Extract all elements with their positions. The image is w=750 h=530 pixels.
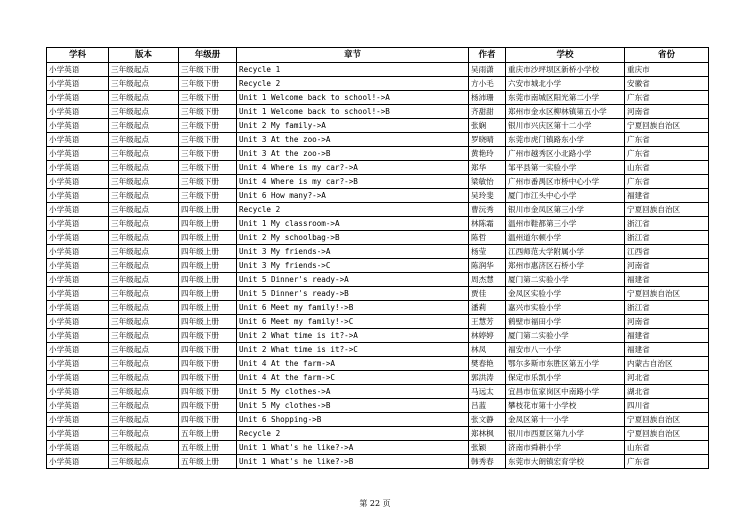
cell-subject: 小学英语 <box>47 273 109 287</box>
cell-grade: 四年级下册 <box>179 357 237 371</box>
cell-grade: 四年级上册 <box>179 203 237 217</box>
cell-author: 郭洪涛 <box>469 371 506 385</box>
cell-subject: 小学英语 <box>47 63 109 77</box>
cell-chapter: Unit 1 Welcome back to school!->A <box>237 91 469 105</box>
cell-edition: 三年级起点 <box>109 385 179 399</box>
cell-edition: 三年级起点 <box>109 77 179 91</box>
cell-province: 浙江省 <box>625 301 709 315</box>
cell-author: 齐甜甜 <box>469 105 506 119</box>
cell-province: 广东省 <box>625 175 709 189</box>
cell-province: 广东省 <box>625 455 709 469</box>
cell-grade: 四年级下册 <box>179 371 237 385</box>
cell-school: 鹤壁市福田小学 <box>506 315 625 329</box>
cell-chapter: Recycle 2 <box>237 427 469 441</box>
cell-subject: 小学英语 <box>47 189 109 203</box>
cell-school: 宜昌市伍家岗区中南路小学 <box>506 385 625 399</box>
cell-author: 吴玲斐 <box>469 189 506 203</box>
cell-subject: 小学英语 <box>47 175 109 189</box>
cell-chapter: Recycle 2 <box>237 203 469 217</box>
cell-author: 周杰慧 <box>469 273 506 287</box>
cell-chapter: Unit 2 What time is it?->C <box>237 343 469 357</box>
cell-author: 罗晓晴 <box>469 133 506 147</box>
cell-chapter: Unit 4 At the farm->C <box>237 371 469 385</box>
col-header-grade: 年级册 <box>179 48 237 63</box>
table-row <box>47 203 709 217</box>
cell-author: 陈哲 <box>469 231 506 245</box>
cell-chapter: Unit 1 My classroom->A <box>237 217 469 231</box>
cell-school: 银川市兴庆区第十二小学 <box>506 119 625 133</box>
table-row <box>47 413 709 427</box>
cell-school: 保定市乐凯小学 <box>506 371 625 385</box>
cell-school: 攀枝花市第十小学校 <box>506 399 625 413</box>
cell-school: 福安市八一小学 <box>506 343 625 357</box>
cell-grade: 四年级上册 <box>179 245 237 259</box>
cell-edition: 三年级起点 <box>109 455 179 469</box>
cell-edition: 三年级起点 <box>109 133 179 147</box>
cell-subject: 小学英语 <box>47 399 109 413</box>
cell-school: 温州市鞋都第三小学 <box>506 217 625 231</box>
cell-school: 东莞市大朗镇宏育学校 <box>506 455 625 469</box>
cell-school: 厦门第二实验小学 <box>506 273 625 287</box>
cell-grade: 三年级下册 <box>179 77 237 91</box>
cell-subject: 小学英语 <box>47 161 109 175</box>
cell-edition: 三年级起点 <box>109 371 179 385</box>
cell-edition: 三年级起点 <box>109 189 179 203</box>
cell-school: 银川市西夏区第九小学 <box>506 427 625 441</box>
cell-grade: 五年级上册 <box>179 427 237 441</box>
cell-grade: 四年级下册 <box>179 413 237 427</box>
cell-chapter: Unit 6 Meet my family!->C <box>237 315 469 329</box>
cell-author: 林婷婷 <box>469 329 506 343</box>
cell-chapter: Unit 6 Shopping->B <box>237 413 469 427</box>
table-header-row <box>47 48 709 63</box>
cell-province: 河南省 <box>625 259 709 273</box>
cell-province: 河南省 <box>625 105 709 119</box>
cell-grade: 四年级下册 <box>179 385 237 399</box>
table-row <box>47 91 709 105</box>
cell-author: 潘莉 <box>469 301 506 315</box>
table-row <box>47 301 709 315</box>
cell-subject: 小学英语 <box>47 77 109 91</box>
cell-chapter: Unit 5 Dinner's ready->A <box>237 273 469 287</box>
cell-subject: 小学英语 <box>47 105 109 119</box>
cell-edition: 三年级起点 <box>109 343 179 357</box>
cell-school: 厦门第二实验小学 <box>506 329 625 343</box>
cell-subject: 小学英语 <box>47 259 109 273</box>
table-row <box>47 133 709 147</box>
cell-author: 曹沅秀 <box>469 203 506 217</box>
table-row <box>47 119 709 133</box>
cell-school: 金凤区第十一小学 <box>506 413 625 427</box>
cell-grade: 四年级上册 <box>179 301 237 315</box>
cell-edition: 三年级起点 <box>109 245 179 259</box>
table-row <box>47 273 709 287</box>
cell-chapter: Unit 5 My clothes->A <box>237 385 469 399</box>
cell-subject: 小学英语 <box>47 301 109 315</box>
cell-chapter: Unit 2 My family->A <box>237 119 469 133</box>
cell-school: 厦门市江头中心小学 <box>506 189 625 203</box>
cell-edition: 三年级起点 <box>109 329 179 343</box>
cell-province: 重庆市 <box>625 63 709 77</box>
cell-author: 韩秀春 <box>469 455 506 469</box>
cell-chapter: Unit 4 Where is my car?->B <box>237 175 469 189</box>
cell-grade: 三年级下册 <box>179 133 237 147</box>
cell-province: 福建省 <box>625 189 709 203</box>
records-table <box>46 47 709 469</box>
cell-chapter: Unit 1 What's he like?->A <box>237 441 469 455</box>
cell-province: 福建省 <box>625 273 709 287</box>
cell-province: 河南省 <box>625 315 709 329</box>
table-row <box>47 231 709 245</box>
table-row <box>47 161 709 175</box>
cell-grade: 三年级下册 <box>179 91 237 105</box>
cell-province: 河北省 <box>625 371 709 385</box>
cell-province: 四川省 <box>625 399 709 413</box>
table-body <box>47 63 709 469</box>
cell-grade: 三年级下册 <box>179 63 237 77</box>
cell-province: 宁夏回族自治区 <box>625 203 709 217</box>
cell-author: 张娴 <box>469 119 506 133</box>
cell-grade: 五年级上册 <box>179 441 237 455</box>
cell-province: 山东省 <box>625 441 709 455</box>
cell-province: 安徽省 <box>625 77 709 91</box>
table-row <box>47 385 709 399</box>
cell-province: 宁夏回族自治区 <box>625 287 709 301</box>
cell-chapter: Unit 6 Meet my family!->B <box>237 301 469 315</box>
cell-edition: 三年级起点 <box>109 217 179 231</box>
cell-author: 郑林枫 <box>469 427 506 441</box>
cell-grade: 三年级下册 <box>179 119 237 133</box>
table-row <box>47 371 709 385</box>
cell-author: 贾佳 <box>469 287 506 301</box>
cell-chapter: Unit 3 My friends->C <box>237 259 469 273</box>
cell-edition: 三年级起点 <box>109 161 179 175</box>
cell-edition: 三年级起点 <box>109 441 179 455</box>
cell-edition: 三年级起点 <box>109 427 179 441</box>
cell-province: 浙江省 <box>625 231 709 245</box>
cell-edition: 三年级起点 <box>109 413 179 427</box>
cell-province: 山东省 <box>625 161 709 175</box>
cell-school: 邹平县第一实验小学 <box>506 161 625 175</box>
cell-edition: 三年级起点 <box>109 273 179 287</box>
cell-chapter: Unit 3 At the zoo->B <box>237 147 469 161</box>
cell-grade: 四年级上册 <box>179 217 237 231</box>
cell-school: 东莞市虎门镇路东小学 <box>506 133 625 147</box>
cell-subject: 小学英语 <box>47 315 109 329</box>
cell-author: 王慧芳 <box>469 315 506 329</box>
cell-edition: 三年级起点 <box>109 105 179 119</box>
cell-edition: 三年级起点 <box>109 287 179 301</box>
cell-author: 杨沛珊 <box>469 91 506 105</box>
cell-author: 杨莹 <box>469 245 506 259</box>
cell-grade: 四年级下册 <box>179 343 237 357</box>
cell-grade: 四年级上册 <box>179 287 237 301</box>
cell-grade: 四年级上册 <box>179 259 237 273</box>
cell-school: 郑州市金水区柳林镇第五小学 <box>506 105 625 119</box>
cell-grade: 三年级下册 <box>179 175 237 189</box>
cell-school: 广州市越秀区小北路小学 <box>506 147 625 161</box>
cell-province: 广东省 <box>625 147 709 161</box>
cell-province: 福建省 <box>625 343 709 357</box>
cell-province: 湖北省 <box>625 385 709 399</box>
cell-grade: 四年级上册 <box>179 273 237 287</box>
table-row <box>47 189 709 203</box>
col-header-chapter: 章节 <box>237 48 469 63</box>
cell-province: 江西省 <box>625 245 709 259</box>
cell-grade: 三年级下册 <box>179 105 237 119</box>
cell-school: 鄂尔多斯市东胜区第五小学 <box>506 357 625 371</box>
cell-school: 重庆市沙坪坝区新桥小学校 <box>506 63 625 77</box>
cell-author: 吴雨潇 <box>469 63 506 77</box>
table-row <box>47 441 709 455</box>
cell-grade: 三年级下册 <box>179 147 237 161</box>
cell-edition: 三年级起点 <box>109 175 179 189</box>
cell-edition: 三年级起点 <box>109 231 179 245</box>
page-number: 第 22 页 <box>359 499 391 508</box>
cell-subject: 小学英语 <box>47 245 109 259</box>
cell-grade: 五年级上册 <box>179 455 237 469</box>
table-row <box>47 427 709 441</box>
cell-grade: 四年级上册 <box>179 231 237 245</box>
cell-author: 陈润华 <box>469 259 506 273</box>
table-row <box>47 315 709 329</box>
cell-edition: 三年级起点 <box>109 63 179 77</box>
cell-subject: 小学英语 <box>47 455 109 469</box>
cell-subject: 小学英语 <box>47 413 109 427</box>
cell-subject: 小学英语 <box>47 427 109 441</box>
cell-subject: 小学英语 <box>47 147 109 161</box>
cell-subject: 小学英语 <box>47 441 109 455</box>
cell-school: 六安市城北小学 <box>506 77 625 91</box>
cell-grade: 四年级上册 <box>179 315 237 329</box>
cell-province: 宁夏回族自治区 <box>625 413 709 427</box>
col-header-author: 作者 <box>469 48 506 63</box>
table-row <box>47 259 709 273</box>
cell-subject: 小学英语 <box>47 217 109 231</box>
cell-edition: 三年级起点 <box>109 315 179 329</box>
col-header-school: 学校 <box>506 48 625 63</box>
cell-author: 黄艳玲 <box>469 147 506 161</box>
col-header-subject: 学科 <box>47 48 109 63</box>
cell-chapter: Unit 1 What's he like?->B <box>237 455 469 469</box>
cell-chapter: Unit 4 Where is my car?->A <box>237 161 469 175</box>
col-header-province: 省份 <box>625 48 709 63</box>
cell-author: 张颖 <box>469 441 506 455</box>
cell-author: 郑华 <box>469 161 506 175</box>
cell-edition: 三年级起点 <box>109 259 179 273</box>
cell-province: 浙江省 <box>625 217 709 231</box>
table-row <box>47 343 709 357</box>
cell-subject: 小学英语 <box>47 133 109 147</box>
cell-school: 银川市金凤区第三小学 <box>506 203 625 217</box>
cell-school: 济南市舜耕小学 <box>506 441 625 455</box>
cell-subject: 小学英语 <box>47 357 109 371</box>
cell-edition: 三年级起点 <box>109 301 179 315</box>
cell-subject: 小学英语 <box>47 329 109 343</box>
table-row <box>47 287 709 301</box>
cell-subject: 小学英语 <box>47 231 109 245</box>
cell-school: 嘉兴市实验小学 <box>506 301 625 315</box>
cell-edition: 三年级起点 <box>109 203 179 217</box>
cell-subject: 小学英语 <box>47 343 109 357</box>
cell-author: 方小毛 <box>469 77 506 91</box>
cell-chapter: Unit 2 What time is it?->A <box>237 329 469 343</box>
table-row <box>47 147 709 161</box>
cell-author: 樊春艳 <box>469 357 506 371</box>
cell-author: 马远太 <box>469 385 506 399</box>
cell-chapter: Unit 6 How many?->A <box>237 189 469 203</box>
cell-edition: 三年级起点 <box>109 147 179 161</box>
cell-subject: 小学英语 <box>47 119 109 133</box>
cell-school: 郑州市惠济区石桥小学 <box>506 259 625 273</box>
cell-grade: 三年级下册 <box>179 189 237 203</box>
table-row <box>47 399 709 413</box>
cell-school: 江西师范大学附属小学 <box>506 245 625 259</box>
cell-grade: 三年级下册 <box>179 161 237 175</box>
cell-subject: 小学英语 <box>47 385 109 399</box>
cell-province: 宁夏回族自治区 <box>625 119 709 133</box>
table-row <box>47 245 709 259</box>
cell-author: 吕蓝 <box>469 399 506 413</box>
cell-edition: 三年级起点 <box>109 91 179 105</box>
cell-author: 林凤 <box>469 343 506 357</box>
cell-chapter: Recycle 2 <box>237 77 469 91</box>
table-row <box>47 329 709 343</box>
cell-chapter: Unit 1 Welcome back to school!->B <box>237 105 469 119</box>
cell-province: 广东省 <box>625 91 709 105</box>
table-row <box>47 63 709 77</box>
cell-school: 广州市番禺区市桥中心小学 <box>506 175 625 189</box>
cell-author: 张文静 <box>469 413 506 427</box>
cell-province: 广东省 <box>625 133 709 147</box>
col-header-edition: 版本 <box>109 48 179 63</box>
cell-edition: 三年级起点 <box>109 119 179 133</box>
cell-grade: 四年级下册 <box>179 399 237 413</box>
cell-subject: 小学英语 <box>47 371 109 385</box>
cell-author: 梁敏怡 <box>469 175 506 189</box>
table-row <box>47 77 709 91</box>
cell-province: 宁夏回族自治区 <box>625 427 709 441</box>
cell-chapter: Unit 5 My clothes->B <box>237 399 469 413</box>
cell-subject: 小学英语 <box>47 287 109 301</box>
cell-school: 东莞市南城区阳光第二小学 <box>506 91 625 105</box>
cell-chapter: Unit 3 My friends->A <box>237 245 469 259</box>
table-row <box>47 455 709 469</box>
cell-school: 温州道尔顿小学 <box>506 231 625 245</box>
cell-edition: 三年级起点 <box>109 357 179 371</box>
cell-province: 内蒙古自治区 <box>625 357 709 371</box>
cell-chapter: Unit 5 Dinner's ready->B <box>237 287 469 301</box>
table-row <box>47 357 709 371</box>
cell-province: 福建省 <box>625 329 709 343</box>
table-row <box>47 105 709 119</box>
cell-school: 金凤区实验小学 <box>506 287 625 301</box>
cell-chapter: Unit 3 At the zoo->A <box>237 133 469 147</box>
table-row <box>47 175 709 189</box>
table-row <box>47 217 709 231</box>
cell-grade: 四年级下册 <box>179 329 237 343</box>
cell-author: 林陈霜 <box>469 217 506 231</box>
cell-chapter: Unit 4 At the farm->A <box>237 357 469 371</box>
cell-chapter: Unit 2 My schoolbag->B <box>237 231 469 245</box>
cell-edition: 三年级起点 <box>109 399 179 413</box>
cell-subject: 小学英语 <box>47 91 109 105</box>
cell-chapter: Recycle 1 <box>237 63 469 77</box>
cell-subject: 小学英语 <box>47 203 109 217</box>
